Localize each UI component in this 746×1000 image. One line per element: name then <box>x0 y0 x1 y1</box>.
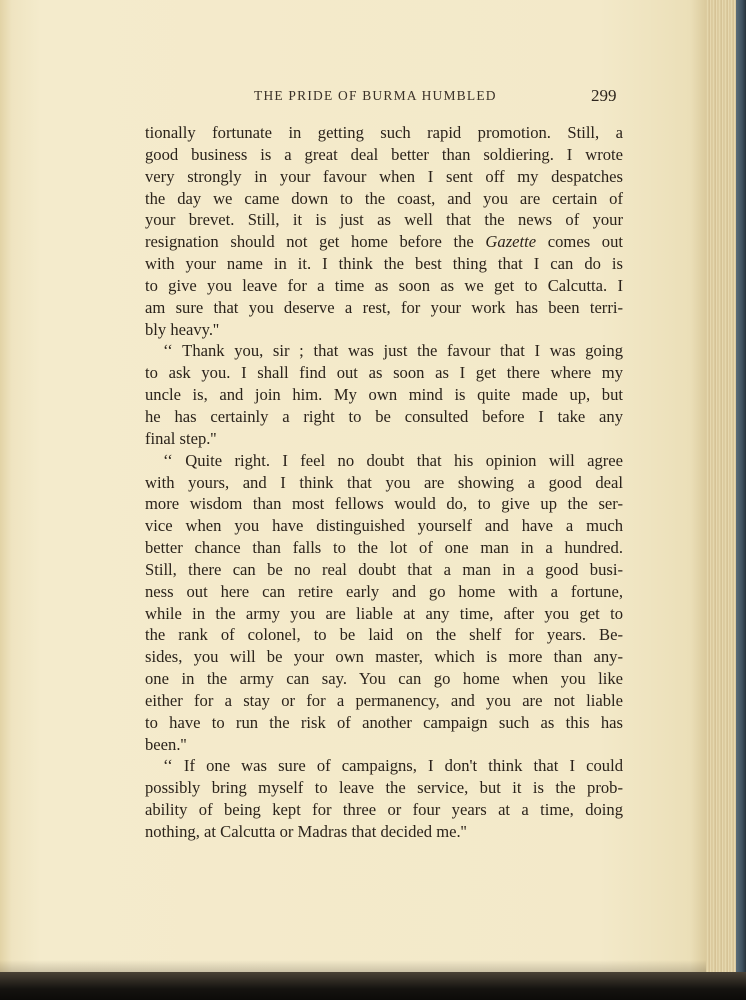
text-line: the day we came down to the coast, and you are certain of <box>145 188 623 208</box>
running-title: THE PRIDE OF BURMA HUMBLED <box>254 88 497 103</box>
text-line: your brevet. Still, it is just as well that the news of your <box>145 210 623 230</box>
text-line: with your name in it. I think the best thing that I can do is <box>145 254 623 274</box>
text-line: am sure that you deserve a rest, for your work has been terri- <box>145 297 623 317</box>
text-line: nothing, at Calcutta or Madras that decided me.'' <box>145 822 467 841</box>
paragraph-start-line: ‘‘ Thank you, sir ; that was just the favour that I was going <box>163 341 623 361</box>
paragraph-start-line: ‘‘ Quite right. I feel no doubt that his opinion will agree <box>163 450 623 470</box>
text-line: the rank of colonel, to be laid on the shelf for years. Be- <box>145 625 623 645</box>
text-line: either for a stay or for a permanency, and you are not liable <box>145 690 623 710</box>
text-line: to ask you. I shall find out as soon as I get there where my <box>145 363 623 383</box>
text-line: been.'' <box>145 734 187 754</box>
text-line: ness out here can retire early and go home with a fortune, <box>145 581 623 601</box>
text-line: ability of being kept for three or four years at a time, doing <box>145 800 623 820</box>
text-line: to have to run the risk of another campaign such as this has <box>145 712 623 732</box>
text-line: to give you leave for a time as soon as we get to Calcutta. I <box>145 275 623 295</box>
paragraph-start-line: ‘‘ If one was sure of campaigns, I don't think that I could <box>163 756 623 776</box>
text-line: vice when you have distinguished yourself and have a much <box>145 516 623 536</box>
text-line: better chance than falls to the lot of one man in a hundred. <box>145 538 623 558</box>
italic-word: Gazette <box>485 232 537 252</box>
text-line: sides, you will be your own master, which is more than any- <box>145 647 623 667</box>
text-line: while in the army you are liable at any time, after you get to <box>145 603 623 623</box>
text-line: with yours, and I think that you are showing a good deal <box>145 472 623 492</box>
text-line: resignation should not get home before the Gazette comes out <box>145 232 623 252</box>
text-line: more wisdom than most fellows would do, to give up the ser- <box>145 494 623 514</box>
page-header <box>0 86 708 108</box>
text-line: one in the army can say. You can go home when you like <box>145 669 623 689</box>
book-cover-edge <box>736 0 746 1000</box>
body-text <box>145 122 623 843</box>
text-line: uncle is, and join him. My own mind is quite made up, but <box>145 385 623 405</box>
text-line: Still, there can be no real doubt that a man in a good busi- <box>145 559 623 579</box>
bottom-binding-shadow <box>0 972 746 1000</box>
text-line: possibly bring myself to leave the service, but it is the prob- <box>145 778 623 798</box>
text-line: good business is a great deal better than soldiering. I wrote <box>145 144 623 164</box>
text-line: he has certainly a right to be consulted before I take any <box>145 406 623 426</box>
text-line: final step.'' <box>145 428 217 448</box>
text-line: tionally fortunate in getting such rapid promotion. Still, a <box>145 123 623 142</box>
text-line: very strongly in your favour when I sent off my despatches <box>145 166 623 186</box>
text-line: bly heavy.'' <box>145 319 220 339</box>
page-number: 299 <box>591 86 617 105</box>
